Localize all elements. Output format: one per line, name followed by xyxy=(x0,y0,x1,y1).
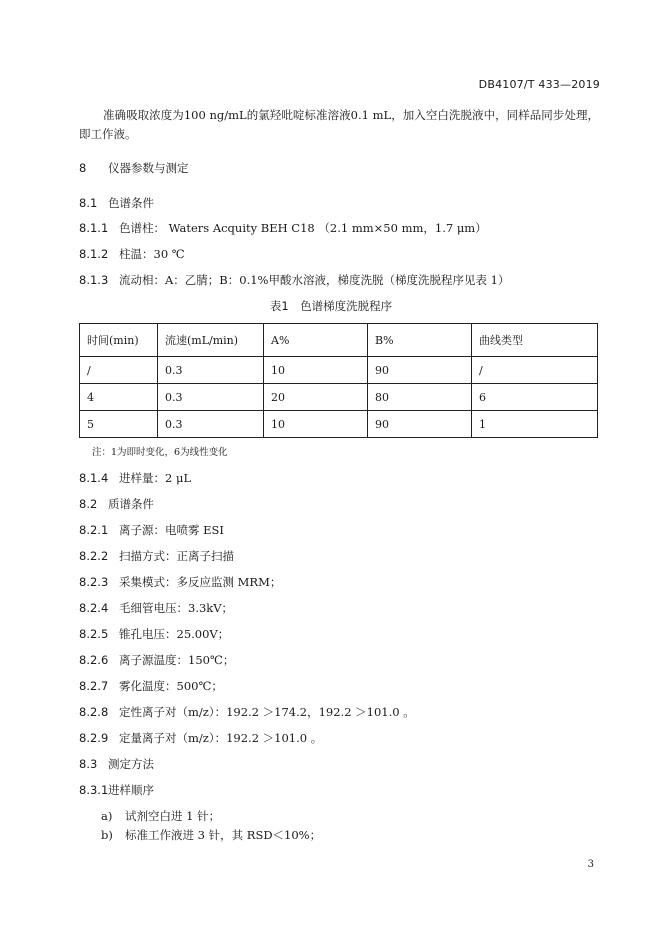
table-header-cell: A% xyxy=(264,324,368,357)
item-number: 8.2.2 xyxy=(79,549,109,563)
table-header-cell: 曲线类型 xyxy=(472,324,598,357)
item-8-3-1 xyxy=(79,782,154,798)
item-number: 8.1.3 xyxy=(79,273,109,287)
item-text: 流动相：A：乙腈；B：0.1%甲酸水溶液，梯度洗脱（梯度洗脱程序见表 1） xyxy=(119,273,510,287)
item-8-2-7 xyxy=(79,678,223,694)
item-text: 雾化温度：500℃； xyxy=(119,679,223,693)
table-cell: 90 xyxy=(368,357,472,384)
item-number: 8.2.9 xyxy=(79,731,109,745)
item-text: 定性离子对（m/z）：192.2 ＞174.2，192.2 ＞101.0 。 xyxy=(119,705,415,719)
item-text: 进样量：2 μL xyxy=(119,471,192,485)
item-number: 8.3.1 xyxy=(79,783,109,797)
item-8-2-2 xyxy=(79,548,234,564)
document-id: DB4107/T 433—2019 xyxy=(478,78,600,91)
item-number: 8.2.7 xyxy=(79,679,109,693)
item-8-2-1 xyxy=(79,522,224,538)
item-text: 毛细管电压：3.3kV； xyxy=(119,601,234,615)
table-cell: 0.3 xyxy=(158,357,264,384)
section-number: 8.2 xyxy=(79,497,98,511)
table-cell: / xyxy=(472,357,598,384)
section-8-1-heading xyxy=(79,195,154,211)
item-8-2-5 xyxy=(79,626,229,642)
item-number: 8.2.6 xyxy=(79,653,109,667)
table-note: 注：1为即时变化，6为线性变化 xyxy=(92,447,228,458)
item-text: 扫描方式：正离子扫描 xyxy=(119,549,234,563)
section-number: 8.1 xyxy=(79,196,98,210)
item-number: 8.2.8 xyxy=(79,705,109,719)
item-number: 8.2.3 xyxy=(79,575,109,589)
item-number: 8.1.1 xyxy=(79,221,109,235)
item-8-1-4 xyxy=(79,470,191,486)
page-number: 3 xyxy=(587,859,594,870)
table-cell: 1 xyxy=(472,411,598,438)
table-row xyxy=(80,357,598,384)
item-8-2-6 xyxy=(79,652,234,668)
table-cell: 80 xyxy=(368,384,472,411)
list-label: a) xyxy=(101,809,113,823)
table-cell: 6 xyxy=(472,384,598,411)
table-header-row xyxy=(80,324,598,357)
item-text: 色谱柱： Waters Acquity BEH C18 （2.1 mm×50 mm，1.7 μm） xyxy=(119,221,487,235)
table-cell: 0.3 xyxy=(158,384,264,411)
table-row xyxy=(80,384,598,411)
section-number: 8.3 xyxy=(79,757,98,771)
list-text: 试剂空白进 1 针； xyxy=(125,809,221,823)
item-number: 8.2.5 xyxy=(79,627,109,641)
section-number: 8 xyxy=(79,161,87,175)
item-text: 柱温：30 ℃ xyxy=(119,247,185,261)
item-text: 锥孔电压：25.00V； xyxy=(119,627,230,641)
table-header-cell: 时间(min) xyxy=(80,324,158,357)
section-8-heading xyxy=(79,160,189,176)
table-cell: 90 xyxy=(368,411,472,438)
item-8-1-2 xyxy=(79,246,185,262)
list-text: 标准工作液进 3 针，其 RSD＜10%； xyxy=(125,828,322,842)
section-title: 测定方法 xyxy=(108,757,154,771)
item-number: 8.2.4 xyxy=(79,601,109,615)
table-cell: 20 xyxy=(264,384,368,411)
item-8-1-3 xyxy=(79,272,509,288)
item-8-2-9 xyxy=(79,730,322,746)
item-8-2-4 xyxy=(79,600,233,616)
item-text: 离子源：电喷雾 ESI xyxy=(119,523,224,537)
table-cell: 5 xyxy=(80,411,158,438)
section-8-2-heading xyxy=(79,496,154,512)
table-cell: 10 xyxy=(264,411,368,438)
section-title: 仪器参数与测定 xyxy=(108,161,189,175)
table-cell: 10 xyxy=(264,357,368,384)
section-8-3-heading xyxy=(79,756,154,772)
table-row xyxy=(80,411,598,438)
list-item xyxy=(101,808,220,824)
table-caption: 表1 色谱梯度洗脱程序 xyxy=(269,299,393,313)
gradient-table xyxy=(79,323,598,438)
list-item xyxy=(101,827,321,843)
list-label: b) xyxy=(101,828,113,842)
table-header-cell: B% xyxy=(368,324,472,357)
table-cell: 4 xyxy=(80,384,158,411)
item-8-2-3 xyxy=(79,574,281,590)
section-title: 质谱条件 xyxy=(108,497,154,511)
item-8-1-1 xyxy=(79,220,487,236)
item-text: 离子源温度：150℃； xyxy=(119,653,235,667)
intro-paragraph: 准确吸取浓度为100 ng/mL的氯羟吡啶标准溶液0.1 mL，加入空白洗脱液中，同样品同步处理，即工作液。 xyxy=(79,108,599,141)
item-text: 定量离子对（m/z）：192.2 ＞101.0 。 xyxy=(119,731,323,745)
item-text: 采集模式：多反应监测 MRM； xyxy=(119,575,282,589)
item-8-2-8 xyxy=(79,704,415,720)
table-cell: 0.3 xyxy=(158,411,264,438)
item-number: 8.1.2 xyxy=(79,247,109,261)
section-title: 色谱条件 xyxy=(108,196,154,210)
item-number: 8.2.1 xyxy=(79,523,109,537)
item-number: 8.1.4 xyxy=(79,471,109,485)
table-header-cell: 流速(mL/min) xyxy=(158,324,264,357)
table-cell: / xyxy=(80,357,158,384)
item-title: 进样顺序 xyxy=(108,783,154,797)
